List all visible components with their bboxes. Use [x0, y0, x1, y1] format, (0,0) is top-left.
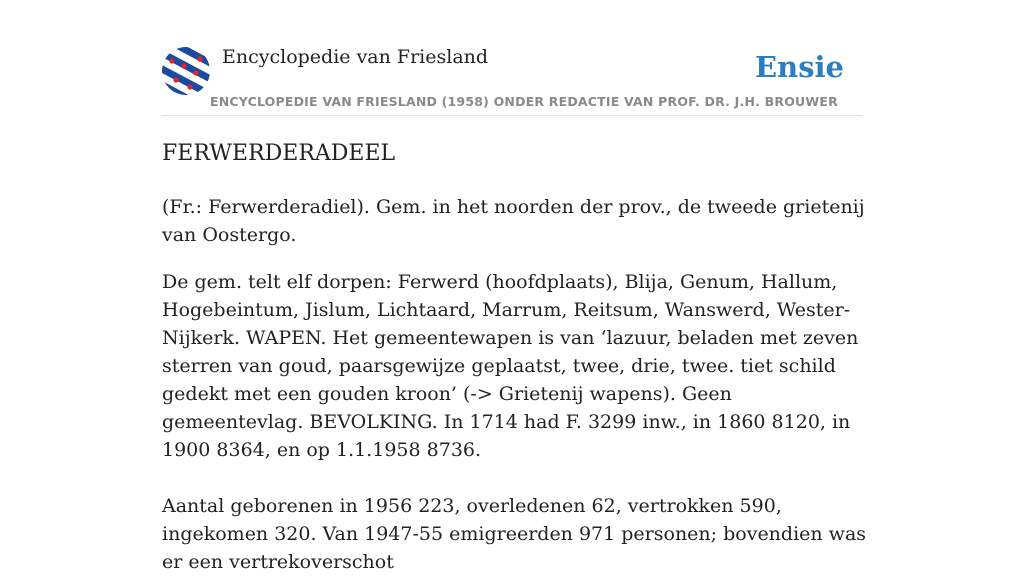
ensie-brand-link[interactable]: Ensie [755, 50, 844, 84]
site-name-link[interactable]: Encyclopedie van Friesland [222, 46, 489, 68]
article-paragraph: (Fr.: Ferwerderadiel). Gem. in het noorden der prov., de tweede grietenij van Oostergo. [162, 196, 865, 246]
header-divider [162, 115, 862, 116]
article-title: FERWERDERADEEL [162, 141, 396, 166]
article-body [162, 193, 872, 576]
article-paragraph: Aantal geborenen in 1956 223, overledenen 62, vertrokken 590, ingekomen 320. Van 1947-55 emigreerden 971 personen; bovendien was er een vertrekoverschot [162, 495, 867, 573]
article-paragraph: De gem. telt elf dorpen: Ferwerd (hoofdplaats), Blija, Genum, Hallum, Hogebeintum, Jislum, Lichtaard, Marrum, Reitsum, Wanswerd, Wester-Nijkerk. WAPEN. Het gemeentewapen is van ‘lazuur, beladen met zeven sterren van goud, paarsgewijze geplaatst, twee, drie, twee. tiet schild gedekt met een gouden kroon’ (-> Grietenij wapens). Geen gemeentevlag. BEVOLKING. In 1714 had F. 3299 inw., in 1860 8120, in 1900 8364, en op 1.1.1958 8736. [162, 271, 859, 461]
site-subtitle: ENCYCLOPEDIE VAN FRIESLAND (1958) ONDER REDACTIE VAN PROF. DR. J.H. BROUWER [210, 94, 838, 109]
frisian-flag-logo-icon[interactable] [162, 47, 210, 95]
site-header [162, 44, 862, 116]
